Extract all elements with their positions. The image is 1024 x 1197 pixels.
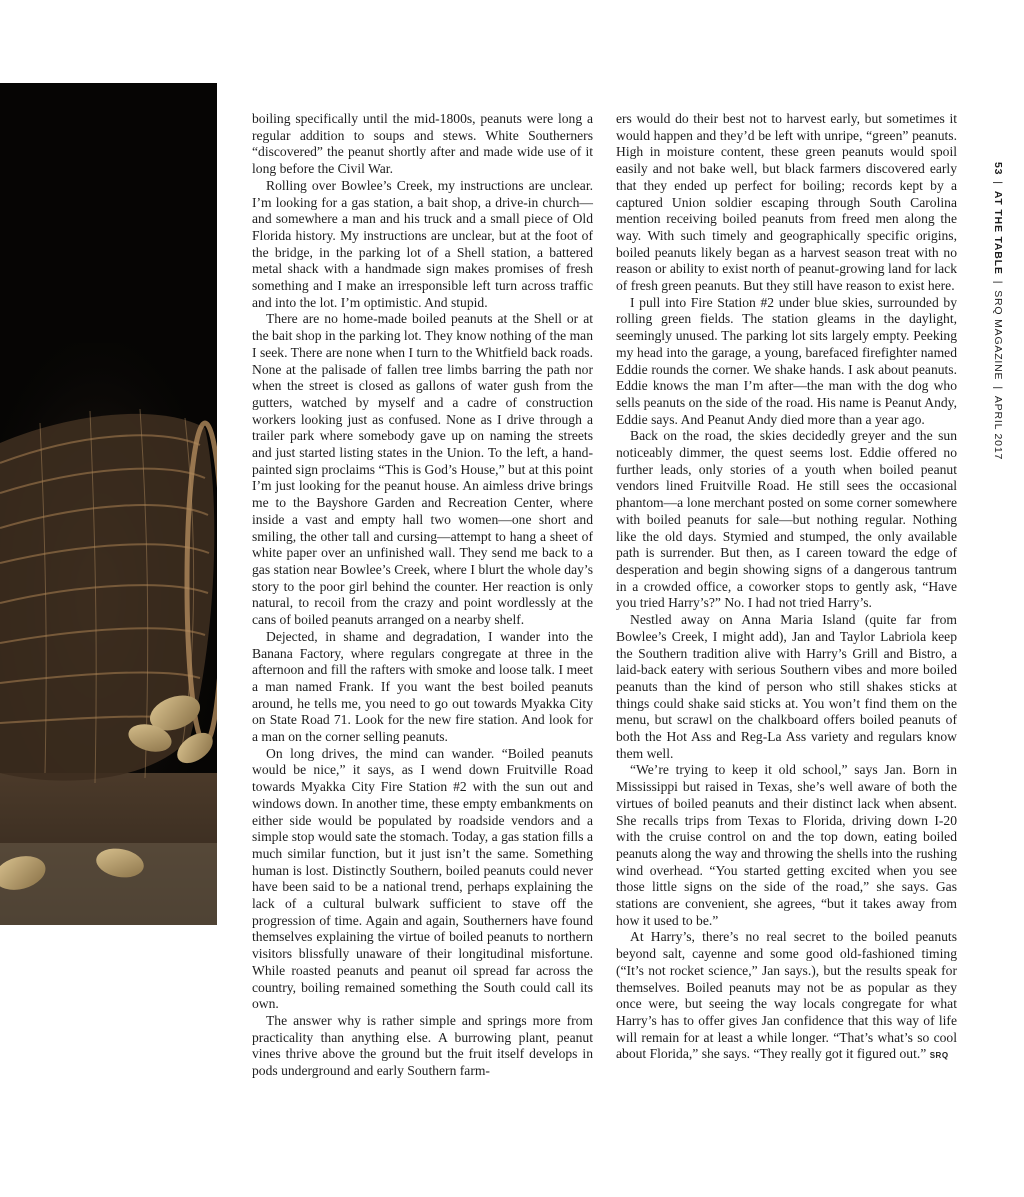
signoff-mark: SRQ bbox=[929, 1051, 949, 1061]
folio-separator: | bbox=[992, 386, 1004, 390]
article-column-right bbox=[616, 111, 957, 1065]
paragraph: Dejected, in shame and degradation, I wander into the Banana Factory, where regulars congregate at three in the afternoon and fill the rafters with smoke and loose talk. I meet a man named Frank. If you want the best boiled peanuts around, he tells me, you need to go out towards Myakka City on State Road 71. Look for the new fire station. And look for a man on the corner selling peanuts. bbox=[252, 628, 593, 745]
page-number: 53 bbox=[992, 162, 1004, 176]
paragraph: On long drives, the mind can wander. “Boiled peanuts would be nice,” it says, as I wend down Fruitville Road towards Myakka City Fire Station #2 with the sun out and windows down. In another time, these empty embankments on either side would be populated by roadside vendors and a simple stop would sate the stomach. Today, a gas station fills a much similar function, but it just isn’t the same. Something human is lost. Distinctly Southern, boiled peanuts could never have been said to be a national trend, perhaps explaining the lack of a cultural bulwark sufficient to stave off the progression of time. Again and again, Southerners have found themselves explaining the virtue of boiled peanuts to northern visitors blissfully unaware of their longitudinal misfortune. While roasted peanuts and peanut oil spread far across the country, boiling remained something the South could call its own. bbox=[252, 745, 593, 1012]
paragraph: boiling specifically until the mid-1800s, peanuts were long a regular addition to soups and stews. White Southerners “discovered” the peanut shortly after and made wide use of it long before the Civil War. bbox=[252, 111, 593, 177]
paragraph: There are no home-made boiled peanuts at the Shell or at the bait shop in the parking lot. They know nothing of the man I seek. There are none when I turn to the Whitfield back roads. None at the palisade of fallen tree limbs barring the path nor when the street is closed as gallons of water gush from the gutters, watched by myself and a cadre of construction workers looking just as confused. None as I drive through a trailer park where somebody gave up on naming the streets and just started listing states in the Union. To the left, a hand-painted sign proclaims “This is God’s House,” but at this point I’m just looking for the peanut house. An aimless drive brings me to the Bayshore Garden and Recreation Center, where inside a vast and empty hall two women—one short and smiling, the other tall and cursing—attempt to hang a sheet of white paper over an unfinished wall. They send me back to a gas station near Bowlee’s Creek, where I blurt the whole day’s story to the poor girl behind the counter. Her reaction is only natural, to recoil from the crazy and point wordlessly at the cans of boiled peanuts arranged on a nearby shelf. bbox=[252, 311, 593, 628]
page-folio bbox=[992, 162, 1004, 460]
paragraph: Rolling over Bowlee’s Creek, my instructions are unclear. I’m looking for a gas station, a bait shop, a drive-in church—and somewhere a man and his truck and a small piece of Old Florida history. My instructions are unclear, but at the foot of the bridge, in the parking lot of a Shell station, a battered metal shack with a handmade sign makes promises of fresh something and I make an irresponsible left turn across traffic and into the lot. I’m optimistic. And stupid. bbox=[252, 177, 593, 310]
section-name: AT THE TABLE bbox=[992, 190, 1004, 275]
folio-separator: | bbox=[992, 181, 1004, 185]
article-column-left bbox=[252, 111, 593, 1080]
paragraph: I pull into Fire Station #2 under blue skies, surrounded by rolling green fields. The station gleams in the daylight, seemingly unused. The parking lot sits largely empty. Peeking my head into the garage, a young, barefaced firefighter named Eddie rounds the corner. We shake hands. I ask about peanuts. Eddie knows the man I’m after—the man with the dog who sells peanuts on the side of the road. His name is Peanut Andy, Eddie says. And Peanut Andy died more than a year ago. bbox=[616, 294, 957, 427]
paragraph: Nestled away on Anna Maria Island (quite far from Bowlee’s Creek, I might add), Jan and Taylor Labriola keep the Southern tradition alive with Harry’s Grill and Bistro, a laid-back eatery with serious Southern vibes and more boiled peanuts than the kind of person who still shakes sticks at things could shake said sticks at. You won’t find them on the menu, but scrawl on the chalkboard offers boiled peanuts of both the Hot Ass and Reg-La Ass variety and regulars know them well. bbox=[616, 612, 957, 761]
basket-peanuts-image bbox=[0, 83, 217, 925]
paragraph: “We’re trying to keep it old school,” says Jan. Born in Mississippi but raised in Texas, she’s well aware of both the virtues of boiled peanuts and their distinct lack when absent. She recalls trips from Texas to Florida, driving down I-20 with the cruise control on and the top down, eating boiled peanuts along the way and throwing the shells into the rushing wind overhead. “You started getting excited when you see those little signs on the side of the road,” she says. Gas stations are convenient, she agrees, “but it takes away from how it used to be.” bbox=[616, 762, 957, 928]
paragraph: ers would do their best not to harvest early, but sometimes it would happen and they’d be left with unripe, “green” peanuts. High in moisture content, these green peanuts would spoil easily and not bake well, but black farmers discovered early that they ended up perfect for boiling; records kept by a captured Union soldier escaping through South Carolina mention receiving boiled peanuts from freed men along the way. With such timely and geographically specific origins, boiled peanuts likely began as a harvest season treat with no reason or ability to exist north of peanut-growing land for lack of fresh green peanuts. But they still have reason to exist here. bbox=[616, 111, 957, 294]
paragraph-text: At Harry’s, there’s no real secret to the boiled peanuts beyond salt, cayenne and some good old-fashioned timing (“It’s not rocket science,” Jan says.), but the results speak for themselves. Boiled peanuts may not be as popular as they once were, but seeing the way locals congregate for what Harry’s has to offer gives Jan confidence that this way of life will remain for at least a while longer. “That’s what’s so cool about Florida,” she says. “They really got it figured out.” bbox=[616, 929, 957, 1062]
paragraph: The answer why is rather simple and springs more from practicality than anything else. A burrowing plant, peanut vines thrive above the ground but the fruit itself develops in pods underground and early Southern farm- bbox=[252, 1012, 593, 1079]
folio-separator: | bbox=[992, 280, 1004, 285]
last-paragraph bbox=[616, 929, 957, 1065]
article-photo bbox=[0, 83, 217, 925]
issue-date: APRIL 2017 bbox=[992, 395, 1004, 461]
paragraph: Back on the road, the skies decidedly greyer and the sun noticeably dimmer, the quest seems lost. Eddie offered no further leads, only stories of a youth when boiled peanut vendors lined Fruitville Road. He still sees the occasional phantom—a lone merchant posted on some corner somewhere with boiled peanuts for sale—but nothing regular. Nothing like the old days. Stymied and stumped, the only available path is surrender. But then, as I careen toward the edge of desperation and begin showing signs of a dangerous tantrum in a crowded office, a coworker stops to gently ask, “Have you tried Harry’s?” No. I had not tried Harry’s. bbox=[616, 428, 957, 611]
magazine-name: SRQ MAGAZINE bbox=[992, 290, 1004, 381]
